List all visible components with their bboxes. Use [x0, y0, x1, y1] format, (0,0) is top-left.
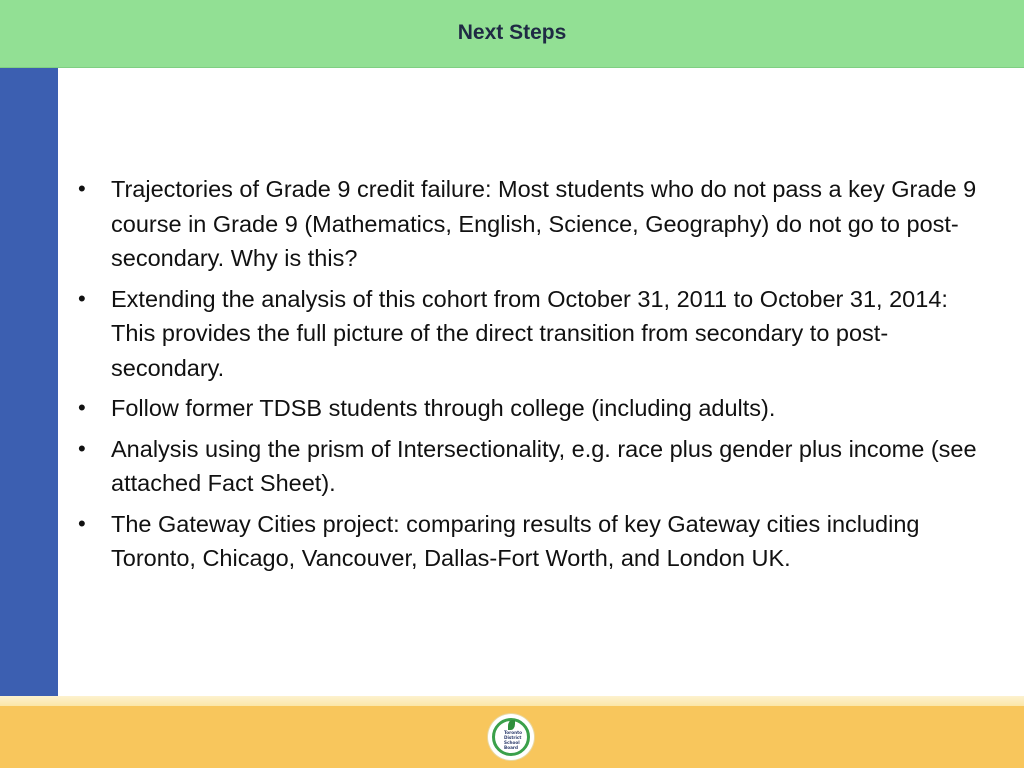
logo-text: [504, 730, 530, 750]
bullet-item: [74, 172, 984, 276]
bullet-dot-icon: •: [78, 435, 86, 461]
left-accent-bar: [0, 68, 58, 696]
bullet-text: Trajectories of Grade 9 credit failure: Most students who do not pass a key Grade 9 course in Grade 9 (Mathematics, English, Science, Geography) do not go to post-secondary. Why is this?: [111, 176, 977, 271]
logo-line: School: [504, 740, 520, 745]
bullet-text: The Gateway Cities project: comparing results of key Gateway cities including Toronto, Chicago, Vancouver, Dallas-Fort Worth, and London UK.: [111, 510, 920, 571]
bullet-item: [74, 391, 984, 426]
bullet-item: [74, 507, 984, 576]
logo-line: Toronto: [504, 730, 522, 735]
tdsb-logo-icon: [488, 714, 534, 760]
bullet-item: [74, 282, 984, 386]
bullet-text: Analysis using the prism of Intersectionality, e.g. race plus gender plus income (see attached Fact Sheet).: [111, 435, 977, 496]
bullet-dot-icon: •: [78, 176, 86, 201]
bullet-text: Follow former TDSB students through college (including adults).: [111, 395, 776, 421]
bullet-item: [74, 432, 984, 501]
bullet-list: [74, 172, 984, 576]
logo-line: Board: [504, 745, 518, 750]
logo-line: District: [504, 735, 522, 740]
footer-band: [0, 696, 1024, 706]
bullet-text: Extending the analysis of this cohort from October 31, 2011 to October 31, 2014: This provides the full picture of the direct transition from secondary to post-secondary.: [111, 285, 948, 381]
bullet-dot-icon: •: [78, 395, 86, 420]
bullet-dot-icon: •: [78, 285, 86, 311]
bullet-dot-icon: •: [78, 510, 86, 536]
title-bar: [0, 0, 1024, 68]
slide-title: Next Steps: [457, 20, 567, 44]
slide-content: [74, 172, 984, 582]
